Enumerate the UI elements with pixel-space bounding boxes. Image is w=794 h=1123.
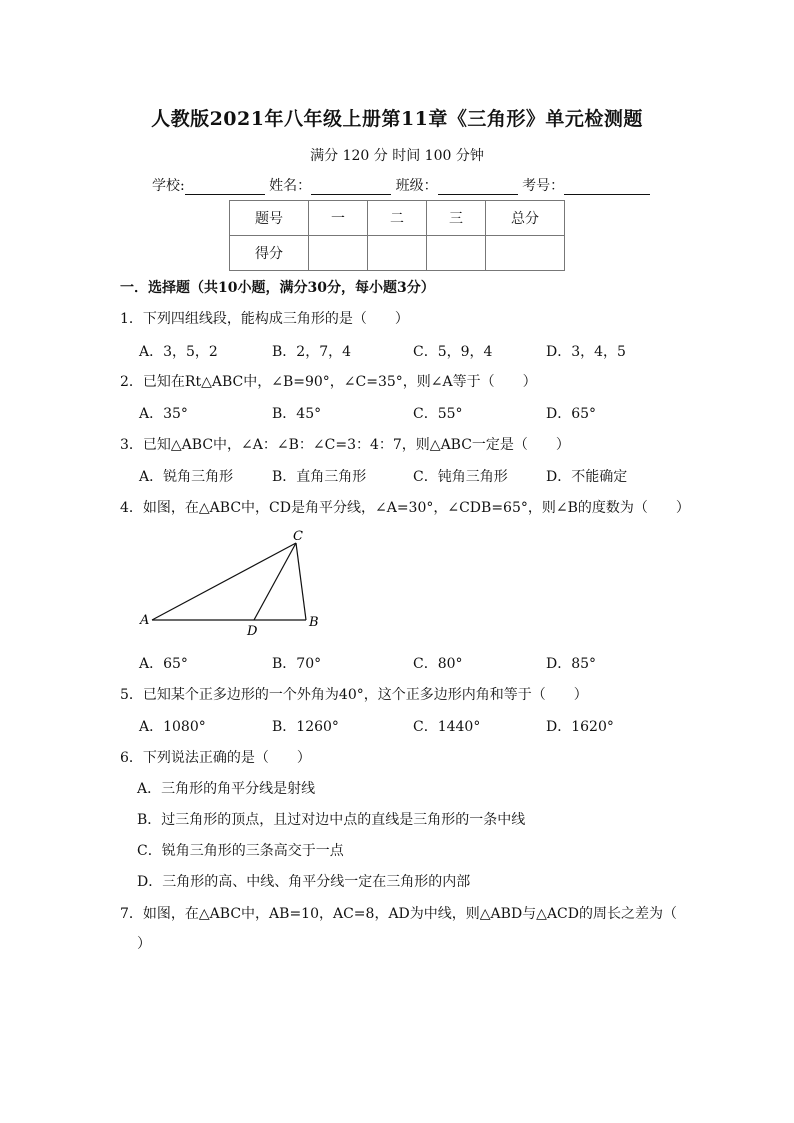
vertex-label-c: C [293, 529, 303, 544]
option-c[interactable]: C．锐角三角形的三条高交于一点 [137, 843, 344, 859]
page-title: 人教版2021年八年级上册第11章《三角形》单元检测题 [151, 108, 643, 130]
option-a[interactable]: A．3，5，2 [139, 344, 218, 360]
question-stem: 7．如图，在△ABC中，AB=10，AC=8，AD为中线，则△ABD与△ACD的周长之差为（ [120, 906, 677, 922]
name-blank[interactable] [311, 178, 391, 195]
option-d[interactable]: D．三角形的高、中线、角平分线一定在三角形的内部 [137, 874, 471, 890]
score-table-header-row [230, 201, 565, 236]
exam-subtitle: 满分 120 分 时间 100 分钟 [310, 148, 484, 164]
option-d[interactable]: D．1620° [546, 719, 614, 735]
option-d[interactable]: D．85° [546, 656, 597, 672]
option-b[interactable]: B．2，7，4 [272, 344, 352, 360]
score-cell[interactable] [427, 236, 486, 271]
vertex-label-d: D [247, 624, 258, 639]
option-a[interactable]: A．锐角三角形 [139, 469, 234, 485]
question-stem: 5．已知某个正多边形的一个外角为40°，这个正多边形内角和等于（ ） [120, 687, 588, 703]
question-stem: 6．下列说法正确的是（ ） [120, 750, 311, 766]
option-c[interactable]: C．钝角三角形 [413, 469, 508, 485]
option-c[interactable]: C．1440° [413, 719, 481, 735]
option-c[interactable]: C．55° [413, 406, 463, 422]
score-table [229, 200, 565, 271]
exam-no-label: 考号： [522, 178, 565, 194]
score-table-score-row [230, 236, 565, 271]
score-header-cell: 二 [368, 201, 427, 236]
exam-no-blank[interactable] [564, 178, 650, 195]
school-label: 学校: [152, 178, 185, 194]
option-a[interactable]: A．三角形的角平分线是射线 [137, 781, 316, 797]
score-cell[interactable] [486, 236, 565, 271]
option-b[interactable]: B．70° [272, 656, 322, 672]
student-info-line [152, 175, 650, 195]
section-heading: 一．选择题（共10小题，满分30分，每小题3分） [120, 280, 435, 296]
option-a[interactable]: A．1080° [139, 719, 206, 735]
question-stem: 4．如图，在△ABC中，CD是角平分线，∠A=30°，∠CDB=65°，则∠B的度数为（ ） [120, 500, 690, 516]
score-cell[interactable] [368, 236, 427, 271]
option-b[interactable]: B．直角三角形 [272, 469, 367, 485]
class-label: 班级： [395, 178, 438, 194]
vertex-label-b: B [309, 615, 319, 630]
score-header-cell: 三 [427, 201, 486, 236]
score-header-cell: 总分 [486, 201, 565, 236]
score-header-cell: 一 [309, 201, 368, 236]
option-b[interactable]: B．45° [272, 406, 322, 422]
option-b[interactable]: B．1260° [272, 719, 339, 735]
question-stem-continuation: ） [137, 936, 151, 952]
vertex-label-a: A [140, 613, 150, 628]
school-blank[interactable] [185, 178, 265, 195]
score-header-cell: 题号 [230, 201, 309, 236]
segment-cb [296, 543, 306, 620]
option-c[interactable]: C．80° [413, 656, 463, 672]
triangle-figure [138, 528, 338, 640]
option-d[interactable]: D．不能确定 [546, 469, 628, 485]
question-stem: 1．下列四组线段，能构成三角形的是（ ） [120, 311, 409, 327]
option-d[interactable]: D．65° [546, 406, 597, 422]
option-d[interactable]: D．3，4，5 [546, 344, 626, 360]
option-b[interactable]: B．过三角形的顶点，且过对边中点的直线是三角形的一条中线 [137, 812, 526, 828]
class-blank[interactable] [438, 178, 518, 195]
score-cell[interactable] [309, 236, 368, 271]
option-a[interactable]: A．35° [139, 406, 188, 422]
question-stem: 3．已知△ABC中，∠A：∠B：∠C=3：4：7，则△ABC一定是（ ） [120, 437, 570, 453]
option-a[interactable]: A．65° [139, 656, 188, 672]
option-c[interactable]: C．5，9，4 [413, 344, 493, 360]
question-stem: 2．已知在Rt△ABC中，∠B=90°，∠C=35°，则∠A等于（ ） [120, 374, 537, 390]
name-label: 姓名： [269, 178, 312, 194]
score-row-label: 得分 [230, 236, 309, 271]
